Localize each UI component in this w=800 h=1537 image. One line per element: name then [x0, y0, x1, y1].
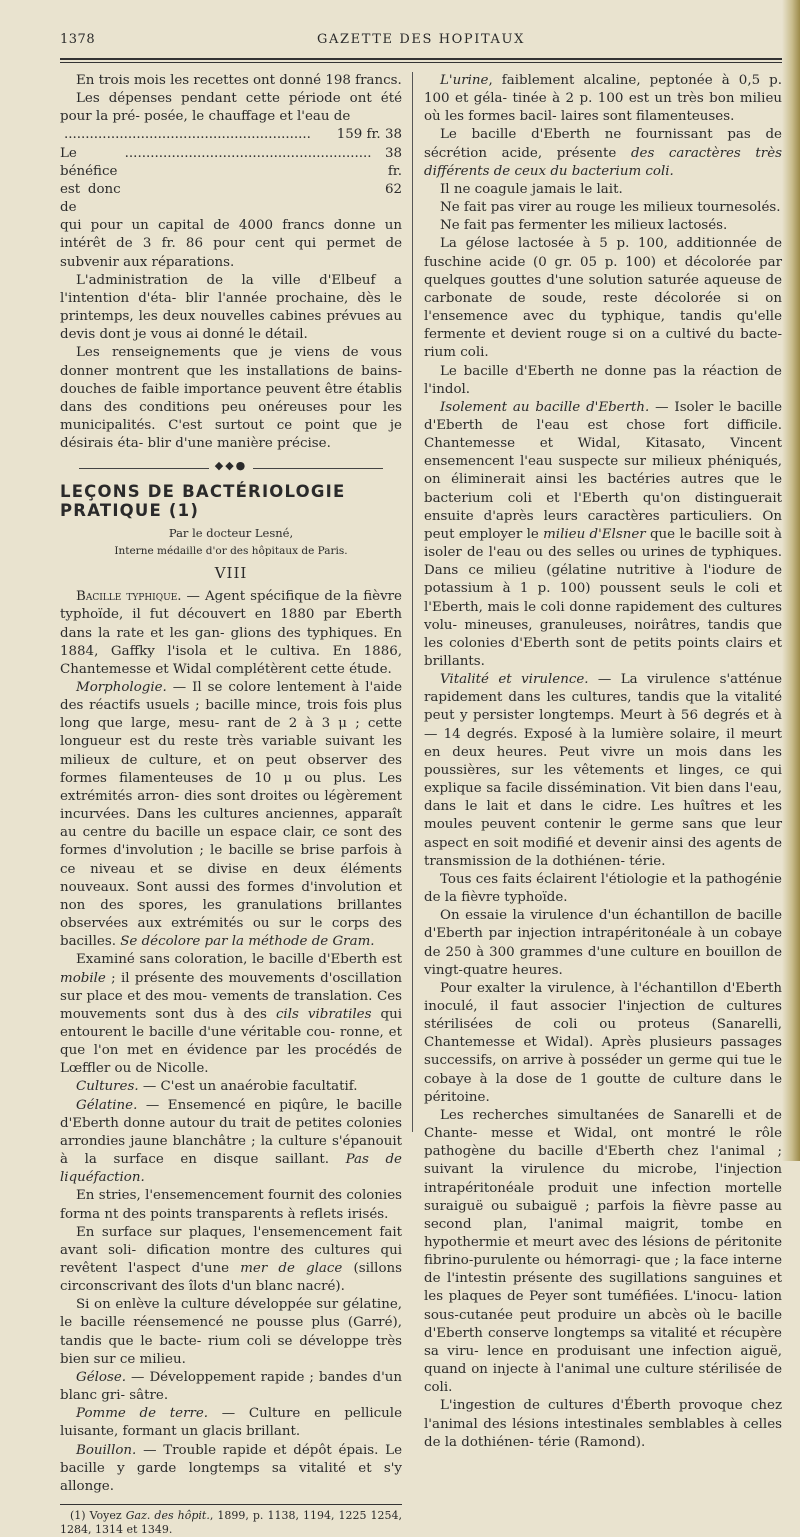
paragraph-text: — C'est un anaérobie facultatif. [138, 1079, 358, 1095]
emphasis: mer de glace [240, 1261, 343, 1276]
subheading: Cultures. [76, 1079, 139, 1095]
paragraph [60, 1224, 402, 1297]
page-number: 1378 [60, 32, 96, 47]
paragraph [60, 1405, 402, 1441]
paragraph [60, 951, 402, 1078]
paragraph: On essaie la virulence d'un échantillon de bacille d'Eberth par injection intrapéritonéale à un cobaye de 250 à 300 grammes d'une culture en bouillon de vingt-quatre heures. [424, 908, 782, 978]
paragraph-text: — Développement rapide ; bandes d'un blanc gri- sâtre. [60, 1369, 402, 1404]
paragraph-text: Le bacille d'Eberth ne fournissant pas de sécrétion acide, présente [424, 127, 782, 161]
paragraph-text: — Il se colore lentement à l'aide des réactifs usuels ; bacille mince, trois fois plus long que large, mesu- rant de 2 à 3 μ ; cette longueur est du reste très variable suivant les milieux de culture, et on peut observer des formes filamenteuses de 10 μ ou plus. Les extrémités arron- dies sont droites ou légèrement incurvées. Dans les cultures anciennes, apparaît au centre du bacille un espace clair, ce sont des formes d'involution ; le bacille se brise parfois à ce niveau et se divise en deux éléments nouveaux. Sont aussi des formes d'involution et non des spores, les granulations brillantes observées aux extrémités ou sur le corps des bacilles. [60, 680, 402, 950]
paragraph [60, 90, 402, 126]
ledger-label: Le bénéfice est donc de [60, 145, 121, 216]
paragraph [60, 679, 402, 951]
author-affiliation: Interne médaille d'or des hôpitaux de Paris. [114, 544, 348, 557]
paragraph-text: — Culture en pellicule luisante, formant un glacis brillant. [60, 1406, 402, 1440]
paragraph: L'ingestion de cultures d'Éberth provoque chez l'animal des lésions intestinales semblables à celles de la dothiénen- térie (Ramond). [424, 1398, 782, 1450]
paragraph: Il ne coagule jamais le lait. [440, 181, 623, 197]
emphasis: Se décolore par la méthode de Gram. [120, 934, 375, 950]
paragraph-text: que le bacille soit à isoler de l'eau ou des selles ou urines de typhiques. Dans ce milieu (gélatine nutritive à l'iodure de potassium à 1 p. 100) poussent seuls le coli et l'Eberth, mais le coli donne rapidement des cultures volu- mineuses, granuleuses, noirâtres, tandis que les colonies d'Eberth sont de petits points clairs et brillants. [424, 526, 782, 669]
footnote-citation: Gaz. des hôpit. [125, 1509, 210, 1523]
paragraph: qui pour un capital de 4000 francs donne un intérêt de 3 fr. 86 pour cent qui permet de subvenir aux réparations. [60, 218, 402, 270]
paragraph-text: , faiblement alcaline, peptonée à 0,5 p. 100 et géla- tinée à 2 p. 100 est un très bon milieu où les formes bacil- laires sont filamenteuses. [424, 73, 782, 125]
paragraph-text: — Agent spécifique de la fièvre typhoïde, il fut découvert en 1880 par Eberth dans la rate et les gan- glions des typhiques. En 1884, Gaffky l'isola et le cultiva. En 1886, Chantemesse et Widal complétèrent cette étude. [60, 589, 402, 677]
section-ornament: ◆◆● [60, 457, 402, 475]
paragraph [60, 1442, 402, 1496]
paragraph [60, 1097, 402, 1188]
paragraph: Ne fait pas virer au rouge les milieux tournesolés. [440, 200, 781, 216]
book-spine-edge [782, 0, 800, 1161]
paragraph: La gélose lactosée à 5 p. 100, additionnée de fuschine acide (0 gr. 05 p. 100) et décolorée par quelques gouttes d'une solution saturée aqueuse de carbonate de soude, reste décolorée si on l'ensemence avec du typhique, tandis qu'elle fermente et devient rouge si on a cultivé du bacte- rium coli. [424, 236, 782, 361]
paragraph-text: Examiné sans coloration, le bacille d'Eberth est [76, 952, 402, 968]
ledger-line-profit [60, 145, 402, 218]
paragraph: En trois mois les recettes ont donné 198 francs. [76, 73, 402, 88]
footnote [60, 1509, 402, 1537]
right-column [424, 72, 782, 1452]
header-rule [60, 58, 782, 63]
paragraph-text: — La virulence s'atténue rapidement dans les cultures, tandis que la vitalité peut y persister longtemps. Meurt à 56 degrés et à — 14 degrés. Exposé à la lumière solaire, il meurt en deux heures. Peut vivre un mois dans les poussières, sur les vêtements et linges, ce qui explique sa facile dissémination. Vit bien dans l'eau, dans le lait et dans le cidre. Les huîtres et les moules peuvent contenir le germe sans que leur aspect en soit modifié et devenir ainsi des agents de transmission de la dothiénen- térie. [424, 672, 782, 869]
ledger-line-expenses [60, 126, 402, 144]
paragraph [424, 671, 782, 871]
emphasis: mobile [60, 970, 106, 986]
emphasis: cils vibratiles [275, 1006, 372, 1022]
subheading: Gélatine. [76, 1097, 138, 1113]
paragraph: Les recherches simultanées de Sanarelli et de Chante- messe et Widal, ont montré le rôle pathogène du bacille d'Eberth chez l'animal ; suivant la virulence du microbe, l'injection intrapéritonéale produit une infection mortelle suraiguë ou subaiguë ; parfois la fièvre passe au second plan, l'animal maigrit, tombe en hypothermie et meurt avec des lésions de péritonite fibrino-purulente ou hémorragi- que ; la face interne de l'intestin présente des sugillations sanguines et les plaques de Peyer sont tuméfiées. L'inocu- lation sous-cutanée peut produire un abcès où le bacille d'Eberth conserve longtemps sa vitalité et récupère sa viru- lence en produisant une infection aiguë, quand on injecte à l'animal une culture stérilisée de coli. [424, 1107, 782, 1396]
paragraph [424, 126, 782, 180]
subheading: Bacille typhique. [76, 589, 182, 605]
emphasis: Pas de liquéfaction. [60, 1152, 402, 1186]
running-title: GAZETTE DES HOPITAUX [317, 32, 525, 47]
paragraph-text: — Trouble rapide et dépôt épais. Le bacille y garde longtemps sa vitalité et s'y allonge. [60, 1442, 402, 1494]
paragraph: Pour exalter la virulence, à l'échantillon d'Eberth inoculé, il faut associer l'injection de cultures stérilisées de coli ou proteus (Sanarelli, Chantemesse et Widal). Après plusieurs passages successifs, on arrive à posséder un germe qui tue le cobaye à la dose de 1 goutte de culture dans le péritoine. [424, 980, 782, 1105]
ledger-text: Les dépenses pendant cette période ont été pour la pré- posée, le chauffage et l'eau de [60, 91, 402, 125]
subheading: Pomme de terre. [76, 1406, 209, 1422]
paragraph-text: En surface sur plaques, l'ensemencement fait avant soli- dification montre des cultures qui revêtent l'aspect d'une [60, 1224, 402, 1276]
paragraph-text: — Isoler le bacille d'Eberth de l'eau est chose fort difficile. Chantemesse et Widal, Kitasato, Vincent ensemencent l'eau suspecte sur milieux phéniqués, on éliminerait ainsi les bactéries autres que le bacterium coli et l'Eberth qu'on distinguerait ensuite d'après leurs caractères particuliers. On peut employer le [424, 399, 782, 542]
ornament-rule [253, 468, 383, 469]
ledger-amount: 38 fr. 62 [384, 145, 402, 197]
paragraph [424, 399, 782, 671]
ledger-dots: .......................................................... [124, 145, 372, 161]
subheading: Vitalité et virulence. [440, 672, 589, 688]
paragraph-text: qui entourent le bacille d'une véritable cou- ronne, et que l'on met en évidence par les procédés de Lœffler ou de Nicolle. [60, 1006, 402, 1077]
emphasis: des caractères très différents de ceux du bacterium coli. [424, 145, 782, 179]
chapter-number: VIII [214, 564, 248, 583]
footnote-rule [60, 1504, 402, 1505]
emphasis: milieu d'Elsner [543, 526, 646, 542]
paragraph: Ne fait pas fermenter les milieux lactosés. [440, 218, 728, 234]
left-column [60, 72, 402, 1537]
paragraph: Les renseignements que je viens de vous donner montrent que les installations de bains-douches de faible importance peuvent être établis dans des conditions peu onéreuses pour les municipalités. C'est surtout ce point que je désirais éta- blir d'une manière précise. [60, 345, 402, 452]
paragraph: En stries, l'ensemencement fournit des colonies forma nt des points transparents à reflets irisés. [60, 1188, 402, 1222]
paragraph: Tous ces faits éclairent l'étiologie et la pathogénie de la fièvre typhoïde. [424, 871, 782, 906]
footnote-text: , 1899, p. 1138, 1194, 1225 1254, 1284, 1314 et 1349. [60, 1509, 403, 1537]
ledger-dots: .......................................................... [64, 127, 311, 143]
subheading: Gélose. [76, 1369, 127, 1385]
subheading: Isolement au bacille d'Eberth. [440, 399, 650, 415]
paragraph-text: (sillons circonscrivant des îlots d'un blanc nacré). [60, 1261, 403, 1295]
paragraph: Le bacille d'Eberth ne donne pas la réaction de l'indol. [424, 363, 782, 397]
paragraph-text: — Ensemencé en piqûre, le bacille d'Eberth donne autour du trait de petites colonies arrondies jaune blanchâtre ; la culture s'épanouit à la surface en disque saillant. [60, 1097, 402, 1168]
paragraph: Si on enlève la culture développée sur gélatine, le bacille réensemencé ne pousse plus (Garré), tandis que le bacte- rium coli se développe très bien sur ce milieu. [60, 1297, 402, 1367]
paragraph-text: ; il présente des mouvements d'oscillation sur place et des mou- vements de translation. Ces mouvements sont dus à des [60, 970, 402, 1022]
paragraph [60, 588, 402, 679]
byline: Par le docteur Lesné, [168, 525, 294, 540]
page-header [60, 28, 782, 52]
paragraph [60, 1078, 402, 1096]
paragraph [60, 1369, 402, 1405]
paragraph [424, 72, 782, 126]
footnote-text: (1) Voyez [70, 1509, 126, 1523]
paragraph: L'administration de la ville d'Elbeuf a l'intention d'éta- blir l'année prochaine, dès le printemps, les deux nouvelles cabines prévues au devis dont je vous ai donné le détail. [60, 272, 402, 343]
subheading: Bouillon. [76, 1442, 137, 1458]
column-divider [412, 72, 413, 1132]
section-title: LEÇONS DE BACTÉRIOLOGIE PRATIQUE (1) [60, 482, 346, 520]
ornament-rule [79, 468, 209, 469]
subheading: L'urine [440, 73, 489, 88]
subheading: Morphologie. [76, 680, 167, 695]
ledger-amount: 159 fr. 38 [336, 127, 402, 143]
